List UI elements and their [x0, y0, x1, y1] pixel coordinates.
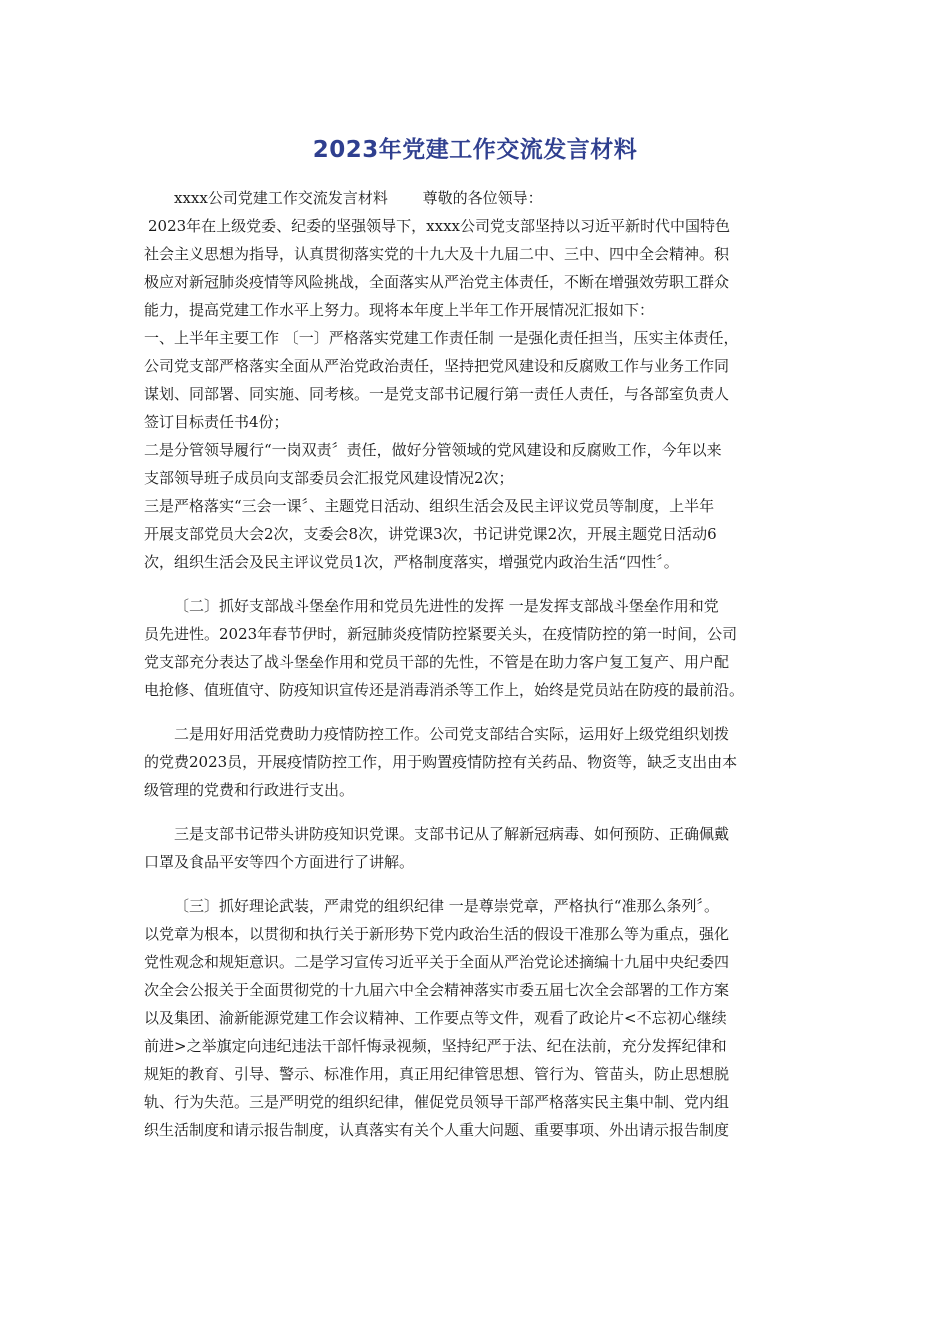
text-line: 一、上半年主要工作 〔一〕严格落实党建工作责任制 一是强化责任担当，压实主体责任，	[144, 329, 739, 347]
text-line: 开展支部党员大会2次，支委会8次，讲党课3次，书记讲党课2次，开展主题党日活动6	[144, 525, 717, 543]
text-line: 级管理的党费和行政进行支出。	[144, 781, 355, 799]
text-line: 员先进性。2023年春节伊时，新冠肺炎疫情防控紧要关头，在疫情防控的第一时间，公司	[144, 625, 738, 643]
text-line: 口罩及食品平安等四个方面进行了讲解。	[144, 853, 415, 871]
text-line: 次全会公报关于全面贯彻党的十九届六中全会精神落实市委五届七次全会部署的工作方案	[144, 981, 730, 999]
text-line: 党性观念和规矩意识。二是学习宣传习近平关于全面从严治党论述摘编十九届中央纪委四	[144, 953, 730, 971]
text-line: 〔三〕抓好理论武装，严肃党的组织纪律 一是尊崇党章，严格执行“准那么条列〞。	[174, 897, 719, 915]
text-line: 的党费2023员，开展疫情防控工作，用于购置疫情防控有关药品、物资等，缺乏支出由本	[144, 753, 738, 771]
text-line: 社会主义思想为指导，认真贯彻落实党的十九大及十九届二中、三中、四中全会精神。积	[144, 245, 730, 263]
text-line: 党支部充分表达了战斗堡垒作用和党员干部的先性，不管是在助力客户复工复产、用户配	[144, 653, 730, 671]
text-line: 前进>之举旗定向违纪违法干部忏悔录视频，坚持纪严于法、纪在法前，充分发挥纪律和	[144, 1037, 727, 1055]
text-line: 以及集团、渝新能源党建工作会议精神、工作要点等文件，观看了政论片<不忘初心继续	[144, 1009, 727, 1027]
text-line: 支部领导班子成员向支部委员会汇报党风建设情况2次；	[144, 469, 514, 487]
text-line: 〔二〕抓好支部战斗堡垒作用和党员先进性的发挥 一是发挥支部战斗堡垒作用和党	[174, 597, 719, 615]
text-line: 二是用好用活党费助力疫情防控工作。公司党支部结合实际，运用好上级党组织划拨	[174, 725, 730, 743]
text-line: 2023年在上级党委、纪委的坚强领导下，xxxx公司党支部坚持以习近平新时代中国特色	[148, 217, 731, 235]
text-line: 三是严格落实“三会一课〞、主题党日活动、组织生活会及民主评议党员等制度，上半年	[144, 497, 715, 515]
text-line: 三是支部书记带头讲防疫知识党课。支部书记从了解新冠病毒、如何预防、正确佩戴	[174, 825, 730, 843]
text-line: xxxx公司党建工作交流发言材料 尊敬的各位领导：	[174, 189, 543, 207]
text-line: 织生活制度和请示报告制度，认真落实有关个人重大问题、重要事项、外出请示报告制度	[144, 1121, 730, 1139]
text-line: 轨、行为失范。三是严明党的组织纪律，催促党员领导干部严格落实民主集中制、党内组	[144, 1093, 730, 1111]
text-line: 以党章为根本，以贯彻和执行关于新形势下党内政治生活的假设干准那么等为重点，强化	[144, 925, 730, 943]
text-line: 次，组织生活会及民主评议党员1次，严格制度落实，增强党内政治生活“四性〞。	[144, 553, 679, 571]
text-line: 能力，提高党建工作水平上努力。现将本年度上半年工作开展情况汇报如下：	[144, 301, 655, 319]
text-line: 签订目标责任书4份；	[144, 413, 289, 431]
text-line: 规矩的教育、引导、警示、标准作用，真正用纪律管思想、管行为、管苗头，防止思想脱	[144, 1065, 730, 1083]
document-body	[144, 184, 808, 1144]
text-line: 极应对新冠肺炎疫情等风险挑战，全面落实从严治党主体责任，不断在增强效劳职工群众	[144, 273, 730, 291]
text-line: 公司党支部严格落实全面从严治党政治责任，坚持把党风建设和反腐败工作与业务工作同	[144, 357, 730, 375]
text-line: 二是分管领导履行“一岗双责〞责任，做好分管领域的党风建设和反腐败工作，今年以来	[144, 441, 722, 459]
text-line: 电抢修、值班值守、防疫知识宣传还是消毒消杀等工作上，始终是党员站在防疫的最前沿。	[144, 681, 745, 699]
document-title: 2023年党建工作交流发言材料	[312, 137, 638, 163]
text-line: 谋划、同部署、同实施、同考核。一是党支部书记履行第一责任人责任，与各部室负责人	[144, 385, 730, 403]
